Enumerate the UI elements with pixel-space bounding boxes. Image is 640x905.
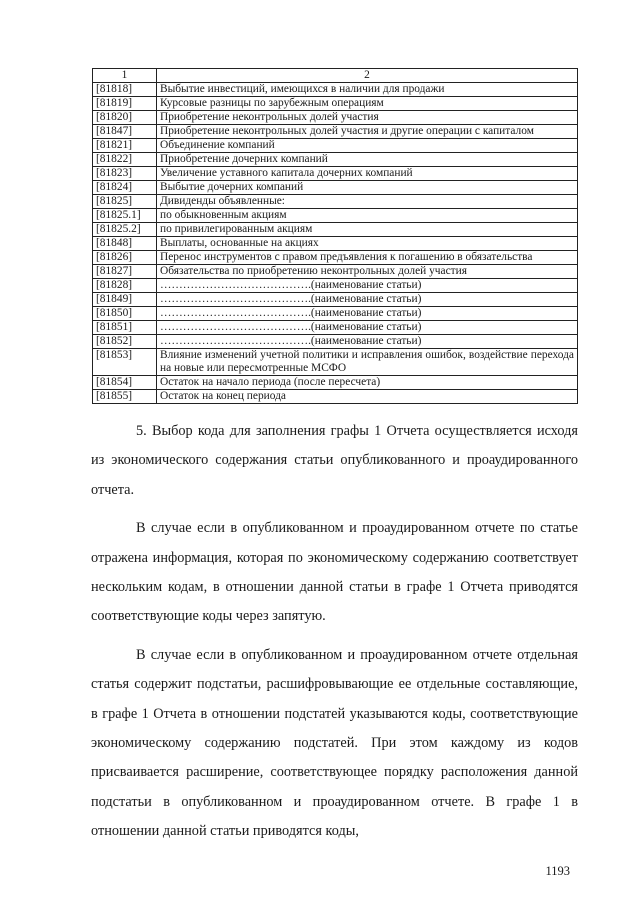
row-code: [81828]: [93, 279, 157, 293]
row-code: [81825.2]: [93, 223, 157, 237]
page-number: 1193: [545, 864, 570, 878]
row-description: ………………………………….(наименование статьи): [157, 307, 578, 321]
row-description: ………………………………….(наименование статьи): [157, 335, 578, 349]
row-description: Выплаты, основанные на акциях: [157, 237, 578, 251]
row-code: [81850]: [93, 307, 157, 321]
table-row: [93, 307, 578, 321]
row-code: [81826]: [93, 251, 157, 265]
row-code: [81855]: [93, 390, 157, 404]
table-body: [93, 83, 578, 404]
table-row: [93, 83, 578, 97]
row-description: по привилегированным акциям: [157, 223, 578, 237]
row-description: Остаток на начало периода (после пересчета): [157, 376, 578, 390]
row-code: [81822]: [93, 153, 157, 167]
row-description: Курсовые разницы по зарубежным операциям: [157, 97, 578, 111]
row-description: Перенос инструментов с правом предъявления к погашению в обязательства: [157, 251, 578, 265]
row-description: ………………………………….(наименование статьи): [157, 293, 578, 307]
table-row: [93, 125, 578, 139]
table-row: [93, 293, 578, 307]
row-description: Дивиденды объявленные:: [157, 195, 578, 209]
body-paragraph: В случае если в опубликованном и проаудированном отчете отдельная статья содержит подстатьи, расшифровывающие ее отдельные составляющие, в графе 1 Отчета в отношении подстатей указываются коды, соответствующие экономическому содержанию подстатей. При этом каждому из кодов присваивается расширение, соответствующее порядку расположения данной подстатьи в опубликованном и проаудированном отчете. В графе 1 в отношении данной статьи приводятся коды,: [91, 646, 578, 840]
row-code: [81818]: [93, 83, 157, 97]
row-code: [81853]: [93, 349, 157, 376]
row-description: Выбытие дочерних компаний: [157, 181, 578, 195]
table-row: [93, 195, 578, 209]
table-row: [93, 223, 578, 237]
row-code: [81824]: [93, 181, 157, 195]
row-description: Выбытие инвестиций, имеющихся в наличии для продажи: [157, 83, 578, 97]
table-row: [93, 349, 578, 376]
row-code: [81827]: [93, 265, 157, 279]
table-row: [93, 97, 578, 111]
table-row: [93, 376, 578, 390]
body-text: [91, 417, 578, 856]
row-description: Влияние изменений учетной политики и исправления ошибок, воздействие перехода на новые или пересмотренные МСФО: [157, 349, 578, 376]
table-header-row: [93, 69, 578, 83]
table-row: [93, 251, 578, 265]
table-row: [93, 153, 578, 167]
row-code: [81854]: [93, 376, 157, 390]
row-description: Увеличение уставного капитала дочерних компаний: [157, 167, 578, 181]
row-code: [81819]: [93, 97, 157, 111]
table-row: [93, 237, 578, 251]
table-row: [93, 209, 578, 223]
table-row: [93, 265, 578, 279]
codes-table: [92, 68, 578, 404]
table-row: [93, 321, 578, 335]
row-description: Обязательства по приобретению неконтрольных долей участия: [157, 265, 578, 279]
row-description: Объединение компаний: [157, 139, 578, 153]
body-paragraph: В случае если в опубликованном и проаудированном отчете по статье отражена информация, которая по экономическому содержанию соответствует нескольким кодам, в отношении данной статьи в графе 1 Отчета приводятся соответствующие коды через запятую.: [91, 520, 578, 625]
row-description: ………………………………….(наименование статьи): [157, 321, 578, 335]
row-code: [81823]: [93, 167, 157, 181]
table-row: [93, 279, 578, 293]
table-row: [93, 167, 578, 181]
table-header-col-1: 1: [93, 69, 157, 83]
table-header-col-2: 2: [157, 69, 578, 83]
row-code: [81825.1]: [93, 209, 157, 223]
row-code: [81849]: [93, 293, 157, 307]
row-code: [81847]: [93, 125, 157, 139]
table-row: [93, 335, 578, 349]
row-code: [81820]: [93, 111, 157, 125]
row-description: Остаток на конец периода: [157, 390, 578, 404]
row-code: [81848]: [93, 237, 157, 251]
row-code: [81821]: [93, 139, 157, 153]
row-description: по обыкновенным акциям: [157, 209, 578, 223]
table-row: [93, 181, 578, 195]
row-description: Приобретение неконтрольных долей участия и другие операции с капиталом: [157, 125, 578, 139]
row-code: [81851]: [93, 321, 157, 335]
row-code: [81825]: [93, 195, 157, 209]
table-row: [93, 139, 578, 153]
table-row: [93, 390, 578, 404]
row-code: [81852]: [93, 335, 157, 349]
row-description: Приобретение неконтрольных долей участия: [157, 111, 578, 125]
table-row: [93, 111, 578, 125]
body-paragraph: 5. Выбор кода для заполнения графы 1 Отчета осуществляется исходя из экономического содержания статьи опубликованного и проаудированного отчета.: [91, 423, 578, 498]
row-description: ………………………………….(наименование статьи): [157, 279, 578, 293]
row-description: Приобретение дочерних компаний: [157, 153, 578, 167]
